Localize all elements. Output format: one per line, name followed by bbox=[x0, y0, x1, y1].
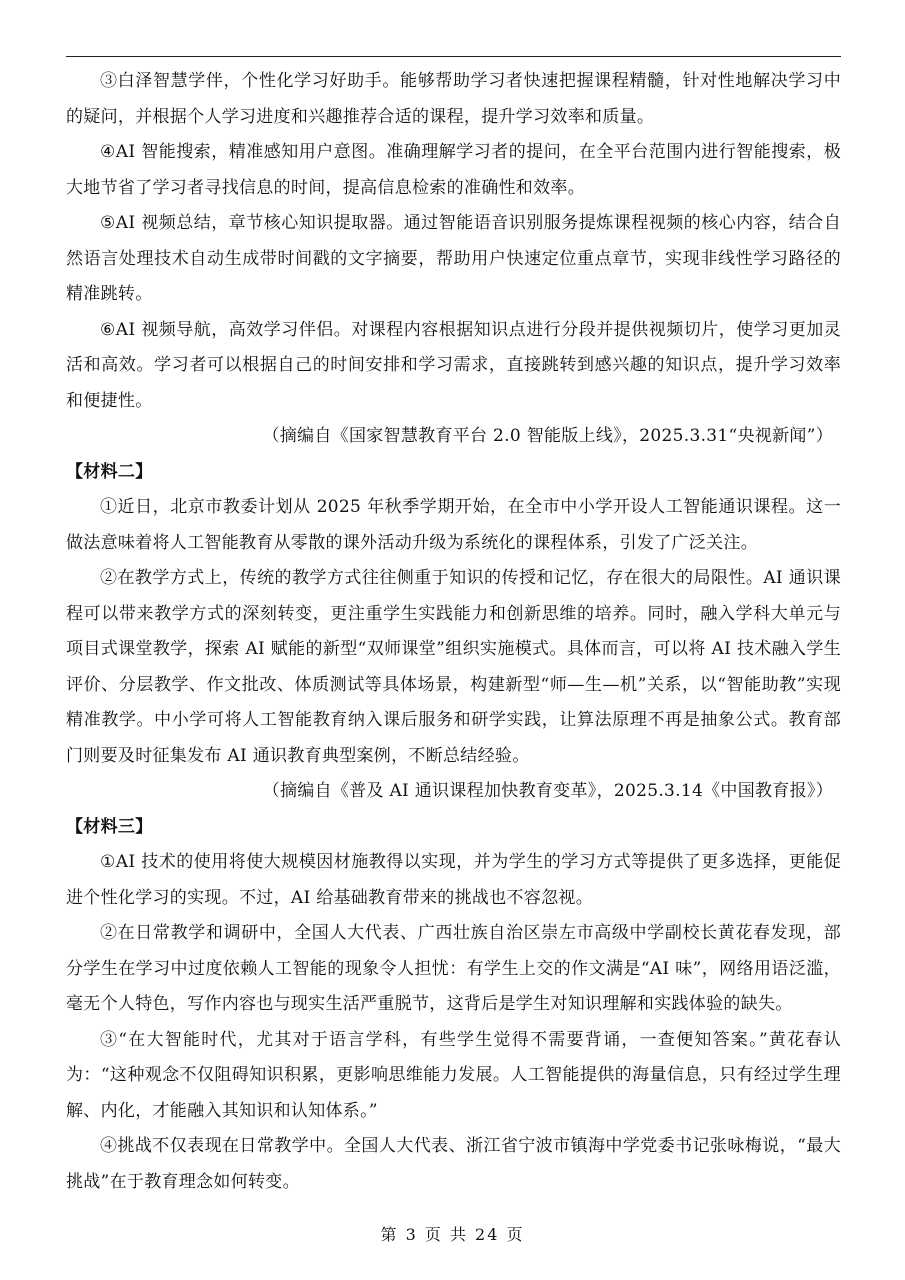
material3-paragraph-2: ②在日常教学和调研中，全国人大代表、广西壮族自治区崇左市高级中学副校长黄花春发现，部分学生在学习中过度依赖人工智能的现象令人担忧：有学生上交的作文满是“AI 味”，网络用语泛滥，毫无个人特色，写作内容也与现实生活严重脱节，这背后是学生对知识理解和实践体验的缺失。 bbox=[66, 923, 841, 1014]
material2-heading: 【材料二】 bbox=[66, 461, 153, 482]
material1-paragraph-3: ③白泽智慧学伴，个性化学习好助手。能够帮助学习者快速把握课程精髓，针对性地解决学习中的疑问，并根据个人学习进度和兴趣推荐合适的课程，提升学习效率和质量。 bbox=[66, 71, 841, 127]
material3-paragraph-1: ①AI 技术的使用将使大规模因材施教得以实现，并为学生的学习方式等提供了更多选择，更能促进个性化学习的实现。不过，AI 给基础教育带来的挑战也不容忽视。 bbox=[66, 852, 841, 908]
material1-paragraph-6: ⑥AI 视频导航，高效学习伴侣。对课程内容根据知识点进行分段并提供视频切片，使学习更加灵活和高效。学习者可以根据自己的时间安排和学习需求，直接跳转到感兴趣的知识点，提升学习效率和便捷性。 bbox=[66, 319, 841, 411]
page-body bbox=[66, 64, 841, 1200]
header-rule bbox=[66, 56, 841, 57]
material3-paragraph-4: ④挑战不仅表现在日常教学中。全国人大代表、浙江省宁波市镇海中学党委书记张咏梅说，“最大挑战”在于教育理念如何转变。 bbox=[66, 1136, 841, 1192]
material2-paragraph-1: ①近日，北京市教委计划从 2025 年秋季学期开始，在全市中小学开设人工智能通识课程。这一做法意味着将人工智能教育从零散的课外活动升级为系统化的课程体系，引发了广泛关注。 bbox=[66, 497, 841, 553]
material3-paragraph-3: ③“在大智能时代，尤其对于语言学科，有些学生觉得不需要背诵，一查便知答案。”黄花春认为：“这种观念不仅阻碍知识积累，更影响思维能力发展。人工智能提供的海量信息，只有经过学生理解、内化，才能融入其知识和认知体系。” bbox=[66, 1029, 841, 1121]
page-number: 第 3 页 共 24 页 bbox=[380, 1225, 525, 1244]
material3-heading: 【材料三】 bbox=[66, 816, 153, 837]
material1-paragraph-5: ⑤AI 视频总结，章节核心知识提取器。通过智能语音识别服务提炼课程视频的核心内容，结合自然语言处理技术自动生成带时间戳的文字摘要，帮助用户快速定位重点章节，实现非线性学习路径的精准跳转。 bbox=[66, 213, 841, 304]
material2-paragraph-2: ②在教学方式上，传统的教学方式往往侧重于知识的传授和记忆，存在很大的局限性。AI 通识课程可以带来教学方式的深刻转变，更注重学生实践能力和创新思维的培养。同时，融入学科大单元与项目式课堂教学，探索 AI 赋能的新型“双师课堂”组织实施模式。具体而言，可以将 AI 技术融入学生评价、分层教学、作文批改、体质测试等具体场景，构建新型“师—生—机”关系，以“智能助教”实现精准教学。中小学可将人工智能教育纳入课后服务和研学实践，让算法原理不再是抽象公式。教育部门则要及时征集发布 AI 通识教育典型案例，不断总结经验。 bbox=[66, 568, 841, 766]
material2-source: （摘编自《普及 AI 通识课程加快教育变革》，2025.3.14《中国教育报》） bbox=[262, 781, 833, 801]
material1-source: （摘编自《国家智慧教育平台 2.0 智能版上线》，2025.3.31“央视新闻”） bbox=[262, 426, 833, 446]
material1-paragraph-4: ④AI 智能搜索，精准感知用户意图。准确理解学习者的提问，在全平台范围内进行智能搜索，极大地节省了学习者寻找信息的时间，提高信息检索的准确性和效率。 bbox=[66, 142, 841, 198]
